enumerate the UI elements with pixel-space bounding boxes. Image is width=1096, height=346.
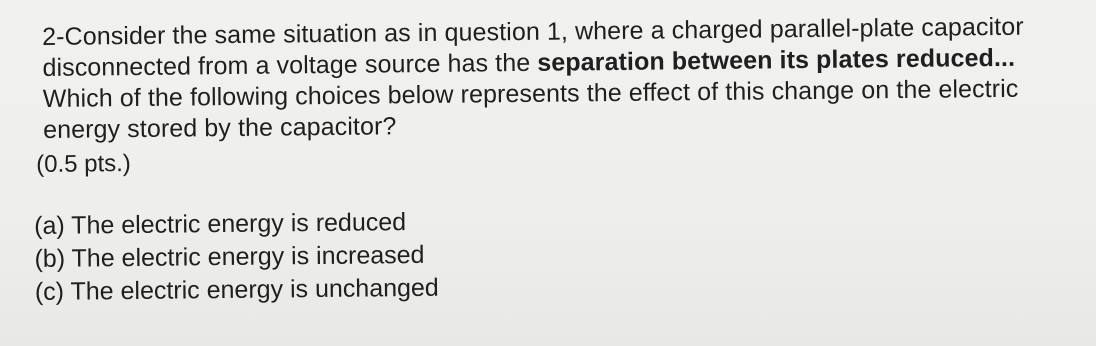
- question-paragraph: [42, 11, 1053, 146]
- choice-a: (a) The electric energy is reduced: [34, 208, 407, 240]
- question-emphasis: separation between its plates reduced...: [537, 43, 1016, 77]
- choice-b: (b) The electric energy is increased: [34, 240, 425, 273]
- question-suffix: Which of the following choices below represents the effect of this change on the electric energy stored by the capacitor?: [42, 74, 1019, 144]
- question-prefix: 2-Consider the same situation as in question 1, where a charged parallel-plate capacitor disconnected from a voltage source has the: [42, 12, 1024, 82]
- question-text: [42, 11, 1053, 146]
- choice-c: (c) The electric energy is unchanged: [34, 273, 439, 306]
- points-label: (0.5 pts.): [36, 150, 131, 178]
- answer-choices: [34, 206, 439, 309]
